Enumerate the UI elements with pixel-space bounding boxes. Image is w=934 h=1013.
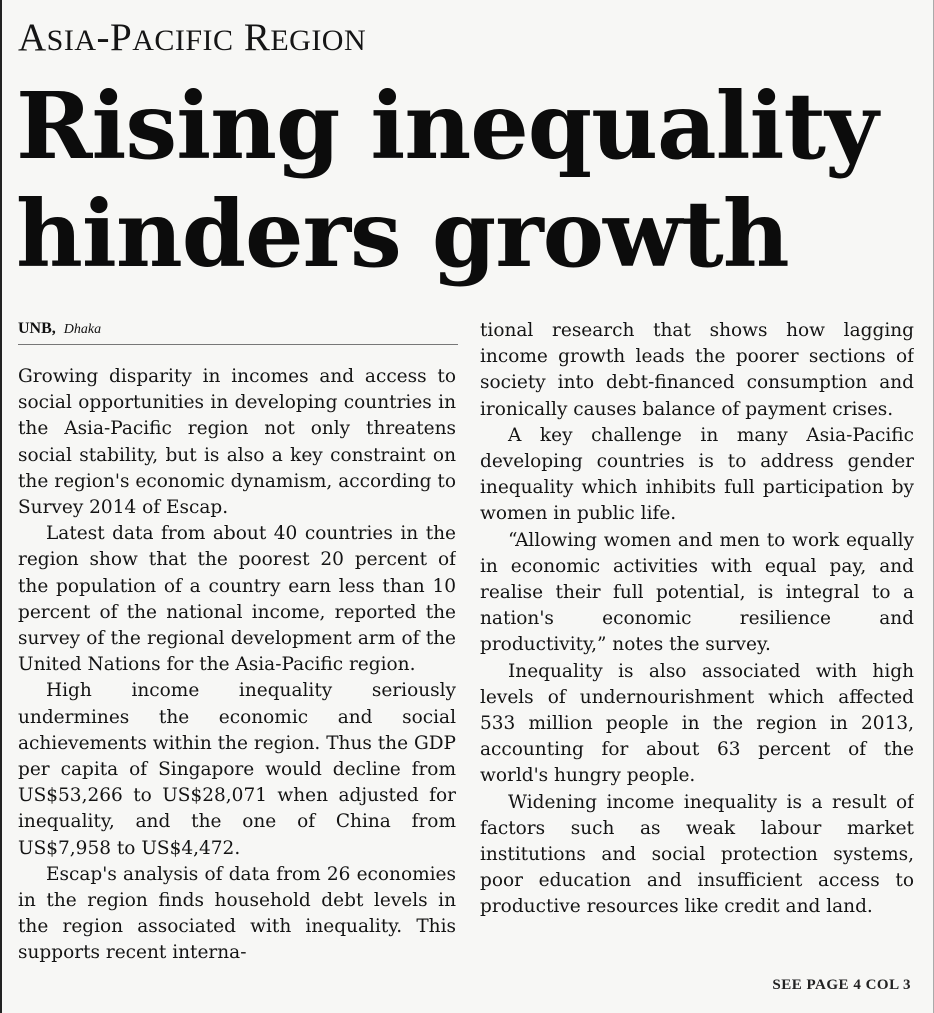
paragraph: Widening income inequality is a result of factors such as weak labour market institutions and social protection systems, poor education and insufficient access to productive resources like credit and land.: [480, 791, 914, 918]
kicker-part: R: [233, 16, 271, 59]
byline-location: Dhaka: [63, 322, 102, 337]
section-kicker: [18, 18, 366, 57]
byline-source: UNB,: [18, 320, 56, 337]
kicker-part: SIA: [46, 24, 97, 57]
headline-line-1: Rising inequality: [16, 72, 878, 180]
paragraph: Inequality is also associated with high levels of undernourishment which affected 533 million people in the region in 2013, accounting for about 63 percent of the world's hungry people.: [480, 660, 914, 787]
paragraph: A key challenge in many Asia-Pacific developing countries is to address gender inequality which inhibits full participation by women in public life.: [480, 424, 914, 525]
headline: [16, 72, 916, 288]
kicker-part: EGION: [270, 24, 367, 57]
paragraph: Growing disparity in incomes and access to social opportunities in developing countries in the Asia-Pacific region not only threatens social stability, but is also a key constraint on the region's economic dynamism, according to Survey 2014 of Escap.: [18, 366, 456, 519]
paragraph: Latest data from about 40 countries in the region show that the poorest 20 percent of the population of a country earn less than 10 percent of the national income, reported the survey of the regional development arm of the United Nations for the Asia-Pacific region.: [18, 523, 456, 676]
headline-line-2: hinders growth: [16, 180, 789, 288]
paragraph: tional research that shows how lagging income growth leads the poorer sections of society into debt-financed consumption and ironically causes balance of payment crises.: [480, 320, 914, 420]
continued-on-link[interactable]: SEE PAGE 4 COL 3: [772, 977, 911, 993]
article-column-2: [480, 318, 914, 974]
paragraph: “Allowing women and men to work equally in economic activities with equal pay, and realise their full potential, is integral to a nation's economic resilience and productivity,” notes the survey.: [480, 529, 914, 656]
byline: [18, 320, 101, 338]
kicker-part: -P: [96, 16, 133, 59]
paragraph: High income inequality seriously undermines the economic and social achievements within the region. Thus the GDP per capita of Singapore would decline from US$53,266 to US$28,071 when adjusted for inequality, and the one of China from US$7,958 to US$4,472.: [18, 680, 456, 859]
paragraph: Escap's analysis of data from 26 economies in the region finds household debt levels in the region associated with inequality. This supports recent interna-: [18, 863, 456, 964]
kicker-part: A: [18, 16, 47, 59]
kicker-part: ACIFIC: [132, 24, 234, 57]
article-column-1: [18, 364, 456, 1004]
byline-rule: [18, 344, 458, 345]
